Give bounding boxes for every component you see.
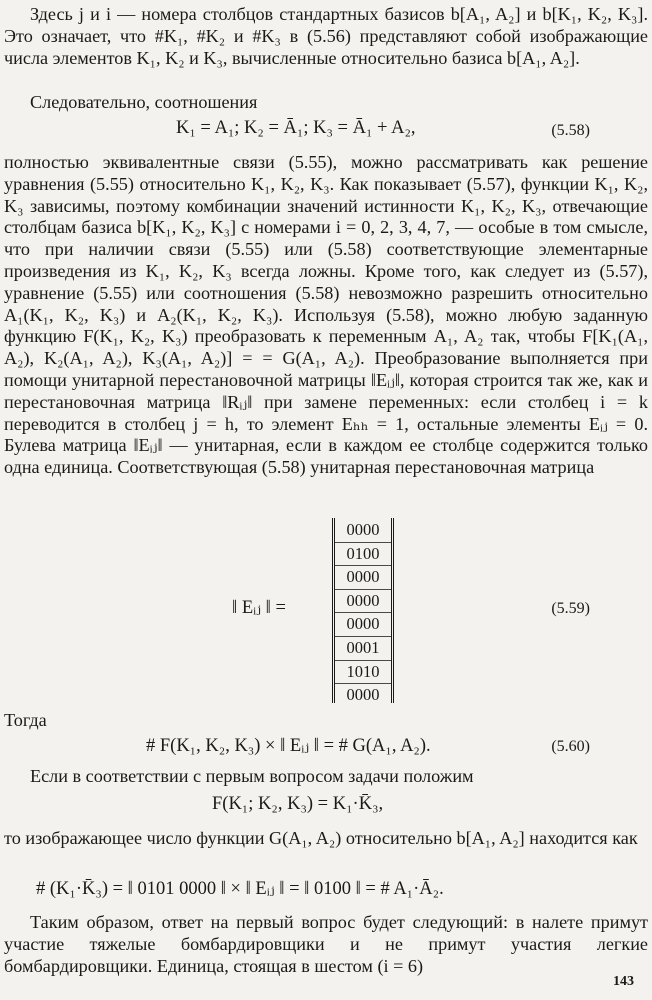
- matrix-row: 0000: [346, 685, 380, 705]
- equation-number-5-59: (5.59): [551, 600, 590, 617]
- equation-5-58: K₁ = A₁; K₂ = Ā₁; K₃ = Ā₁ + A₂,: [176, 118, 416, 138]
- equation-5-60: # F(K₁, K₂, K₃) × ‖ Eᵢⱼ ‖ = # G(A₁, A₂).: [146, 736, 431, 756]
- matrix-row: 0001: [335, 637, 391, 661]
- matrix-row: 1010: [335, 661, 391, 685]
- paragraph-equivalent-relations: полностью эквивалентные связи (5.55), можно рассматривать как решение уравнения (5.55) относительно K₁, K₂, K₃. Как показывает (5.57), функции K₁, K₂, K₃ зависимы, поэтому комбинации значений истинности K₁, K₂, K₃, отвечающие столбцам базиса b[K₁, K₂, K₃] с номерами i = 0, 2, 3, 4, 7, — особые в том смысле, что при наличии связи (5.55) или (5.58) соответствующие элементарные произведения из K₁, K₂, K₃ всегда ложны. Кроме того, как следует из (5.57), уравнение (5.55) или соотношения (5.58) невозможно разрешить относительно A₁(K₁, K₂, K₃) и A₂(K₁, K₂, K₃). Используя (5.58), можно любую заданную функцию F(K₁, K₂, K₃) преобразовать к переменным A₁, A₂ так, чтобы F[K₁(A₁, A₂), K₂(A₁, A₂), K₃(A₁, A₂)] = = G(A₁, A₂). Преобразование выполняется при помощи унитарной перестановочной матрицы ‖Eᵢⱼ‖, которая строится так же, как и перестановочная матрица ‖Rᵢⱼ‖ при замене переменных: если столбец i = k переводится в столбец j = h, то элемент Eₕₕ = 1, остальные элементы Eᵢⱼ = 0. Булева матрица ‖Eᵢⱼ‖ — унитарная, если в каждом ее столбце содержится только одна единица. Соответствующая (5.58) унитарная перестановочная матрица: [4, 152, 648, 478]
- paragraph-consequently: Следовательно, соотношения: [30, 92, 258, 112]
- equation-function-f: F(K₁; K₂, K₃) = K₁·K̄₃,: [212, 794, 384, 814]
- equation-number-5-58: (5.58): [551, 122, 590, 139]
- equation-5-59-lhs: ‖ Eᵢⱼ ‖ =: [232, 598, 286, 618]
- matrix-row: 0000: [335, 590, 391, 614]
- paragraph-first-question: Если в соответствии с первым вопросом задачи положим: [30, 766, 474, 786]
- matrix-row: 0000: [335, 519, 391, 543]
- paragraph-answer: Таким образом, ответ на первый вопрос будет следующий: в налете примут участие тяжелые бомбардировщики и не примут участия легкие бомбардировщики. Единица, стоящая в шестом (i = 6): [4, 912, 648, 976]
- matrix-row: 0000: [335, 613, 391, 637]
- equation-number-5-60: (5.60): [551, 738, 590, 755]
- page-number: 143: [613, 974, 634, 989]
- equation-final-product: # (K₁·K̄₃) = ‖ 0101 0000 ‖ × ‖ Eᵢⱼ ‖ = ‖ 0100 ‖ = # A₁·Ā₂.: [36, 879, 444, 899]
- paragraph-representing-number: то изображающее число функции G(A₁, A₂) относительно b[A₁, A₂] находится как: [4, 828, 638, 848]
- unitary-permutation-matrix: [332, 518, 394, 703]
- matrix-row: 0100: [335, 543, 391, 567]
- paragraph-bases: Здесь j и i — номера столбцов стандартных базисов b[A₁, A₂] и b[K₁, K₂, K₃]. Это означает, что #K₁, #K₂ и #K₃ в (5.56) представляют собой изображающие числа элементов K₁, K₂ и K₃, вычисленные относительно базиса b[A₁, A₂].: [4, 4, 648, 68]
- paragraph-then: Тогда: [4, 710, 47, 730]
- matrix-row: 0000: [335, 566, 391, 590]
